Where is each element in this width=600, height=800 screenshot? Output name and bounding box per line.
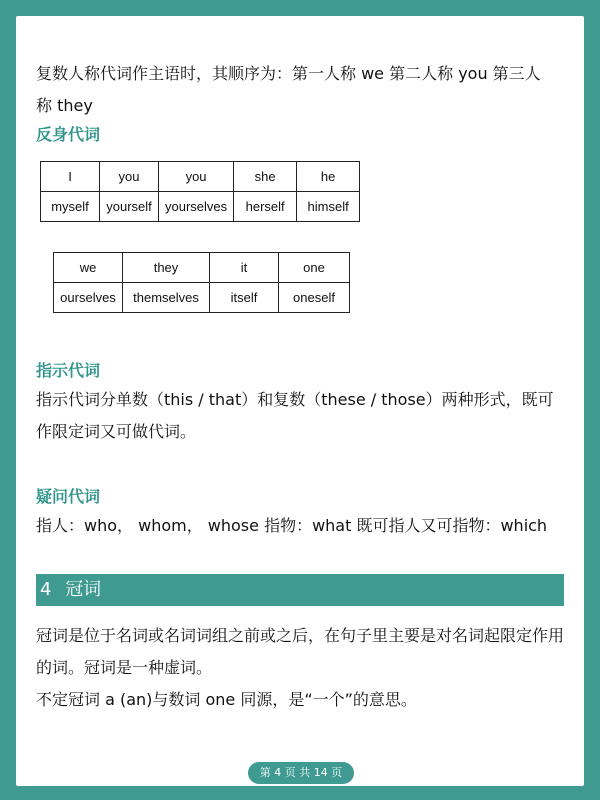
table-cell: she (234, 162, 297, 192)
reflexive-table-1 (40, 161, 360, 222)
interrogative-heading: 疑问代词 (36, 487, 101, 506)
demonstrative-line: 指示代词分单数（this / that）和复数（these / those）两种形式，既可 (36, 390, 554, 409)
article-line: 不定冠词 a (an)与数词 one 同源，是“一个”的意思。 (36, 690, 417, 709)
table-row (54, 283, 350, 313)
table-cell: you (159, 162, 234, 192)
reflexive-table-2 (53, 252, 350, 313)
section-title: 冠词 (65, 579, 102, 600)
intro-line: 称 they (36, 96, 93, 115)
table-cell: it (210, 253, 279, 283)
table-cell: one (279, 253, 350, 283)
article-line: 冠词是位于名词或名词词组之前或之后，在句子里主要是对名词起限定作用 (36, 626, 565, 645)
table-cell: themselves (123, 283, 210, 313)
intro-paragraph (36, 58, 566, 122)
demonstrative-line: 作限定词又可做代词。 (36, 422, 197, 441)
table-cell: yourselves (159, 192, 234, 222)
table-cell: yourself (100, 192, 159, 222)
table-cell: myself (41, 192, 100, 222)
table-cell: I (41, 162, 100, 192)
table-row (41, 192, 360, 222)
table-cell: itself (210, 283, 279, 313)
interrogative-line: 指人：who， whom， whose 指物：what 既可指人又可指物：which (36, 516, 548, 535)
table-cell: they (123, 253, 210, 283)
watermark: 知乎 @高中生的万能口袋 (384, 765, 543, 781)
table-cell: ourselves (54, 283, 123, 313)
intro-line: 复数人称代词作主语时，其顺序为：第一人称 we 第二人称 you 第三人 (36, 64, 541, 83)
article-line: 的词。冠词是一种虚词。 (36, 658, 213, 677)
document-page (16, 16, 584, 786)
table-cell: he (297, 162, 360, 192)
table-cell: oneself (279, 283, 350, 313)
table-cell: you (100, 162, 159, 192)
table-row (41, 162, 360, 192)
demonstrative-heading: 指示代词 (36, 361, 101, 380)
reflexive-heading: 反身代词 (36, 125, 101, 144)
article-paragraph (36, 620, 566, 716)
table-cell: herself (234, 192, 297, 222)
section-header (36, 574, 564, 606)
section-number: 4 (40, 579, 52, 600)
table-row (54, 253, 350, 283)
demonstrative-paragraph (36, 384, 566, 448)
page-indicator: 第 4 页 共 14 页 (248, 762, 354, 784)
table-cell: himself (297, 192, 360, 222)
table-cell: we (54, 253, 123, 283)
